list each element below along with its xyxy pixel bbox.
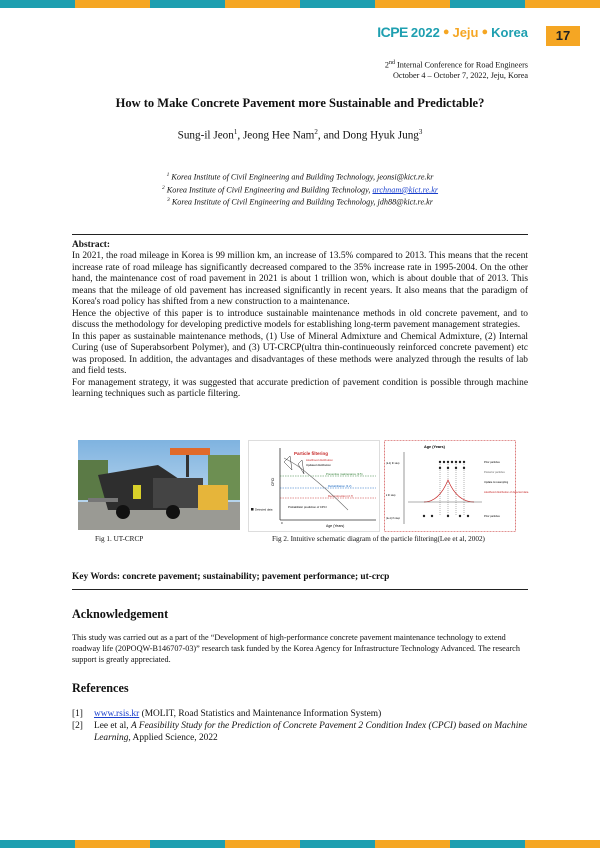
- reference-list: [72, 708, 528, 744]
- author-name: Jeong Hee Nam: [242, 129, 315, 142]
- diagram-title: Age (Years): [424, 445, 445, 449]
- ref-journal: , Applied Science, 2022: [128, 733, 218, 743]
- affiliation-2: [0, 183, 600, 196]
- divider: [72, 589, 528, 590]
- reference-item: [72, 720, 528, 744]
- detected-data-marker: [251, 508, 254, 511]
- top-color-stripe: [0, 0, 600, 8]
- label-update: Update & resampling: [484, 481, 509, 484]
- affiliation-3: [0, 195, 600, 208]
- affil-text: Korea Institute of Civil Engineering and Building Technology,: [169, 172, 378, 182]
- rsis-link[interactable]: www.rsis.kr: [94, 709, 140, 719]
- fig2-particle-filtering-chart: [248, 440, 380, 532]
- affiliations: [0, 170, 600, 208]
- label-prior-2: Prior particles: [484, 515, 500, 518]
- author-sep: ,: [237, 129, 243, 142]
- affil-text: Korea Institute of Civil Engineering and Building Technology,: [164, 185, 373, 195]
- logo-icpe: ICPE: [377, 24, 408, 40]
- label-updated: Updated distribution: [306, 463, 331, 467]
- chart-title: Particle filtering: [294, 451, 329, 456]
- ref-text: (MOLIT, Road Statistics and Maintenance Information System): [139, 709, 382, 719]
- abstract-paragraph: For management strategy, it was suggested that accurate prediction of pavement condition is possible through machine learning techniques such as particle filtering.: [72, 377, 528, 399]
- abstract-heading: Abstract:: [72, 240, 111, 250]
- label-likelihood-detected: Likelihood distribution of detected data: [484, 491, 529, 494]
- affil-email: jeonsi@kict.re.kr: [377, 172, 434, 182]
- affil-sup: 2: [161, 184, 165, 191]
- ref-number: [2]: [72, 721, 83, 731]
- conf-ordinal: 2: [384, 60, 389, 70]
- label-prior: Prior particles: [484, 461, 500, 464]
- label-likelihood: Likelihood distribution: [306, 458, 333, 462]
- ref-number: [1]: [72, 709, 83, 719]
- y-axis-label: CPCI: [271, 477, 275, 486]
- x-axis-label: Age (Years): [326, 524, 345, 528]
- affil-text: Korea Institute of Civil Engineering and Building Technology,: [169, 198, 378, 208]
- logo-country: Korea: [491, 24, 528, 40]
- step-label: k th step: [386, 494, 396, 497]
- page-number: 17: [546, 26, 580, 46]
- affil-sup: 1: [166, 172, 170, 178]
- affiliation-1: [0, 170, 600, 183]
- author-sep: , and: [317, 129, 343, 142]
- paper-title: How to Make Concrete Pavement more Sustainable and Predictable?: [115, 96, 485, 110]
- fig1-photo: [78, 440, 240, 530]
- ref-authors: Lee et al,: [94, 721, 131, 731]
- author-sup: 2: [314, 128, 318, 136]
- conference-info: [385, 58, 528, 81]
- abstract-paragraph: In this paper as sustainable maintenance methods, (1) Use of Mineral Admixture and Chemical Admixture, (2) Internal Curing (use of Superabsorbent Polymer), and (3) UT-CRCP(ultra thin-continueously reinforced concrete pavement) etc was proposed. In addition, the advantages and disadvantages of these methods were analyzed through the results of lab and field tests.: [72, 331, 528, 376]
- abstract-paragraph: Hence the objective of this paper is to introduce sustainable maintenance methods in old concrete pavement, and to discuss the methodology for developing predictive models for establishing long-term pavement management strategies.: [72, 308, 528, 330]
- step-label: (k+1) th step: [386, 517, 400, 520]
- label-rehabilitation: Rehabilitation (3.2): [328, 484, 352, 488]
- origin-label: 0: [281, 521, 283, 525]
- label-reconstruction: Reconstruction (2.7): [328, 494, 354, 498]
- dot-icon: ●: [442, 26, 450, 38]
- dot-icon: ●: [481, 26, 489, 38]
- conf-name: Internal Conference for Road Engineers: [395, 60, 528, 70]
- reference-item: [72, 708, 528, 720]
- conf-ordinal-suffix: nd: [389, 60, 395, 66]
- author-sup: 1: [233, 128, 238, 136]
- fig2-particle-diagram: [384, 440, 529, 532]
- affil-email: jdh88@kict.re.kr: [377, 198, 433, 208]
- abstract-body: [72, 251, 528, 401]
- acknowledgement-heading: Acknowledgement: [72, 607, 169, 621]
- acknowledgement-body: This study was carried out as a part of the “Development of high-performance concrete pavement maintenance technology to extend roadway life (20POQW-B146707-03)” research task funded by the Korea Agency for Infrastructure Technology Advanced. The research support is greatly appreciated.: [72, 633, 520, 664]
- ref-title: A Feasibility Study for the Prediction of Concrete Pavement 2 Condition Index (CPCI) based on Machine Learning: [94, 721, 528, 743]
- label-preventive: Preventive maintenance (3.5): [326, 472, 363, 476]
- bottom-color-stripe: [0, 840, 600, 848]
- references-heading: References: [72, 681, 129, 695]
- step-label: (k-1) th step: [386, 462, 400, 465]
- author-name: Dong Hyuk Jung: [342, 129, 419, 142]
- logo-city: Jeju: [452, 24, 479, 40]
- email-link[interactable]: archnam@kict.re.kr: [372, 185, 439, 195]
- label-probabilistic: Probabilistic prediction of CPCI: [288, 505, 327, 509]
- affil-sup: 3: [167, 197, 170, 204]
- keywords: Key Words: concrete pavement; sustainability; pavement performance; ut-crcp: [72, 572, 390, 582]
- label-posterior: Posterior particles: [484, 471, 505, 474]
- author-sup: 3: [418, 128, 423, 136]
- abstract-paragraph: In 2021, the road mileage in Korea is 99 million km, an increase of 13.5% compared to 2013. This means that the recent increase rate of road mileage has significantly decreased compared to the 35% increase rate in 1995-2004. On the other hand, the maintenance cost of road pavement in 2021 is about 1 trillion won, which is about double that of 2013. This means that the mileage of old pavement has increased significantly in recent years. It also means that the paradigm of Korea's road policy has shifted from a new construction to a maintenance.: [72, 251, 528, 307]
- divider: [72, 234, 528, 235]
- conf-dates: October 4 – October 7, 2022, Jeju, Korea: [392, 70, 528, 80]
- fig2-caption: Fig 2. Intuitive schematic diagram of the particle filtering(Lee et al, 2002): [272, 535, 485, 543]
- legend-detected: Detected data: [255, 507, 273, 512]
- author-name: Sung-il Jeon: [177, 129, 234, 142]
- author-list: [0, 128, 600, 142]
- logo-year: 2022: [410, 24, 440, 40]
- fig1-caption: Fig 1. UT-CRCP: [95, 535, 144, 543]
- conference-logo: [377, 24, 528, 40]
